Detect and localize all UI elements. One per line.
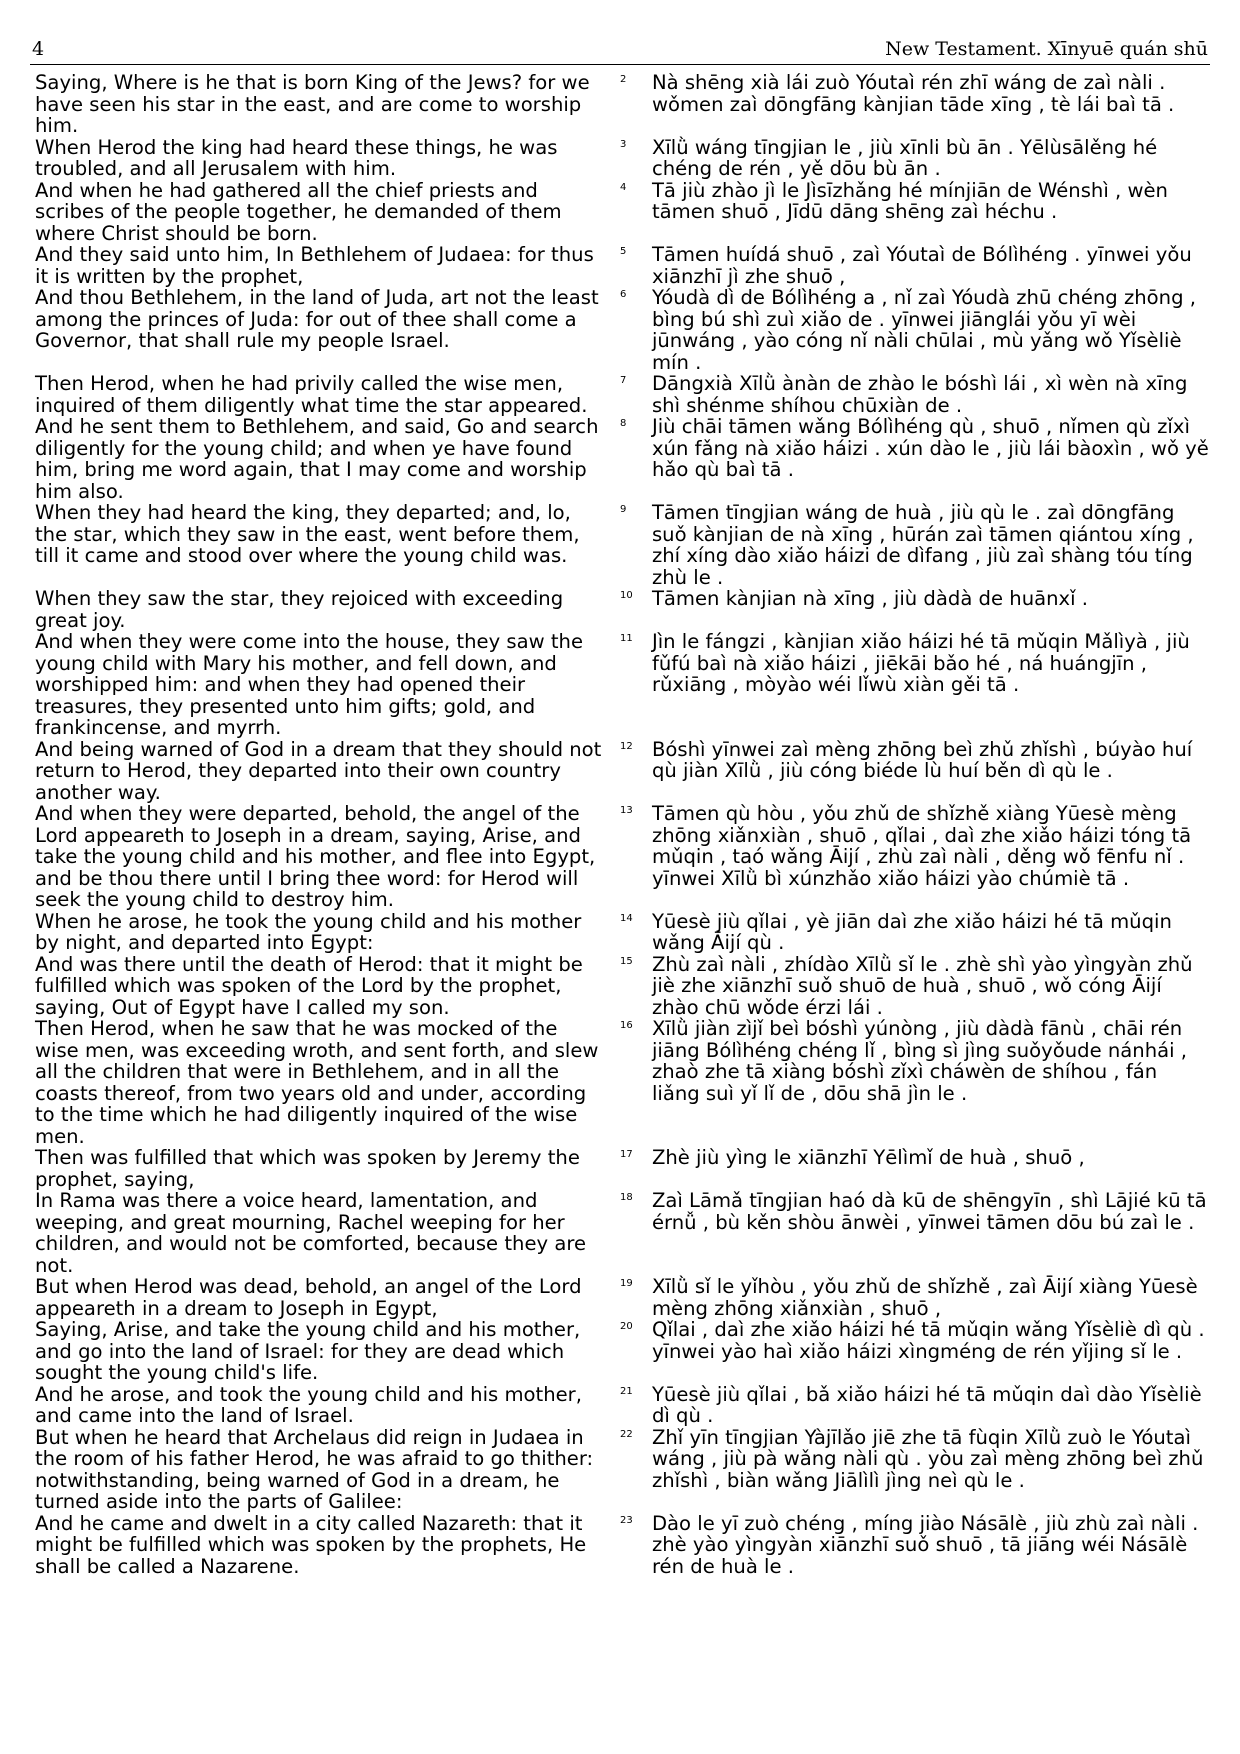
pinyin-verse-text: Zhù zaì nàli , zhídào Xīlǜ sǐ le . zhè shì yào yìngyàn zhǔ jiè zhe xiānzhī suǒ shuō de huà , shuō , wǒ cóng Āijí zhào chū wǒde érzi lái . bbox=[651, 952, 1193, 1019]
verse-number: 16 bbox=[620, 1020, 633, 1031]
verse-row bbox=[30, 954, 1210, 1019]
verse-row bbox=[30, 373, 1210, 416]
verse-table bbox=[30, 72, 1210, 1577]
verse-number: 17 bbox=[620, 1149, 633, 1160]
english-verse-text: Then was fulfilled that which was spoken by Jeremy the prophet, saying, bbox=[35, 1146, 580, 1191]
verse-row bbox=[30, 72, 1210, 137]
verse-row bbox=[30, 739, 1210, 804]
verse-number: 23 bbox=[620, 1514, 633, 1526]
verse-row bbox=[30, 180, 1210, 245]
pinyin-verse-text: Bóshì yīnwei zaì mèng zhōng beì zhǔ zhǐshì , búyào huí qù jiàn Xīlǜ , jiù cóng biéde lù huí běn dì qù le . bbox=[651, 737, 1193, 782]
verse-row bbox=[30, 1513, 1210, 1578]
verse-number: 20 bbox=[620, 1321, 633, 1332]
verse-row bbox=[30, 1147, 1210, 1190]
pinyin-verse-text: Zhǐ yīn tīngjian Yàjīlǎo jiē zhe tā fùqin Xīlǜ zuò le Yóutaì wáng , jiù pà wǎng nàli qù . yòu zaì mèng zhōng beì zhǔ zhǐshì , biàn wǎng Jiālìlì jìng neì qù le . bbox=[651, 1425, 1204, 1492]
english-verse-text: And was there until the death of Herod: that it might be fulfilled which was spoken of the Lord by the prophet, saying, Out of Egypt have I called my son. bbox=[35, 952, 583, 1019]
verse-number: 5 bbox=[620, 246, 627, 257]
verse-number: 9 bbox=[620, 504, 627, 515]
verse-number: 2 bbox=[620, 74, 627, 85]
verse-number: 13 bbox=[620, 805, 633, 816]
verse-row bbox=[30, 502, 1210, 588]
english-verse-text: And they said unto him, In Bethlehem of Judaea: for thus it is written by the prophet, bbox=[35, 243, 594, 288]
english-verse-text: And he came and dwelt in a city called Nazareth: that it might be fulfilled which was spoken by the prophets, He shall be called a Nazarene. bbox=[35, 1511, 587, 1578]
document-page bbox=[30, 30, 1210, 1730]
english-verse-text: Then Herod, when he saw that he was mocked of the wise men, was exceeding wroth, and sent forth, and slew all the children that were in Bethlehem, and in all the coasts thereof, from two years old and under, according to the time which he had diligently inquired of the wise men. bbox=[35, 1017, 599, 1148]
verse-row bbox=[30, 803, 1210, 911]
pinyin-verse-text: Zaì Lāmǎ tīngjian haó dà kū de shēngyīn , shì Lājié kū tā érnǚ , bù kěn shòu ānwèi , yīnwei tāmen dōu bú zaì le . bbox=[651, 1189, 1207, 1234]
pinyin-verse-text: Yóudà dì de Bólìhéng a , nǐ zaì Yóudà zhū chéng zhōng , bìng bú shì zuì xiǎo de . yīnwei jiānglái yǒu yī wèi jūnwáng , yào cóng nǐ nàli chūlai , mù yǎng wǒ Yǐsèliè mín . bbox=[651, 286, 1196, 374]
english-verse-text: When he arose, he took the young child and his mother by night, and departed into Egypt: bbox=[35, 909, 582, 954]
verse-row bbox=[30, 137, 1210, 180]
pinyin-verse-text: Qǐlai , daì zhe xiǎo háizi hé tā mǔqin wǎng Yǐsèliè dì qù . yīnwei yào haì xiǎo háizi xìngméng de rén yǐjing sǐ le . bbox=[651, 1318, 1205, 1363]
english-verse-text: And being warned of God in a dream that they should not return to Herod, they departed into their own country another way. bbox=[35, 737, 602, 804]
verse-number: 11 bbox=[620, 633, 633, 644]
english-verse-text: Saying, Arise, and take the young child and his mother, and go into the land of Israel: for they are dead which sought the young child's life. bbox=[35, 1318, 581, 1384]
english-verse-text: When they saw the star, they rejoiced with exceeding great joy. bbox=[35, 587, 564, 632]
pinyin-verse-text: Jiù chāi tāmen wǎng Bólìhéng qù , shuō , nǐmen qù zǐxì xún fǎng nà xiǎo háizi . xún dào le , jiù lái bàoxìn , wǒ yě hǎo qù baì tā . bbox=[651, 415, 1209, 481]
pinyin-verse-text: Dāngxià Xīlǜ ànàn de zhào le bóshì lái , xì wèn nà xīng shì shénme shíhou chūxiàn de . bbox=[651, 372, 1188, 417]
english-verse-text: And when he had gathered all the chief priests and scribes of the people together, he demanded of them where Christ should be born. bbox=[35, 178, 562, 245]
verse-row bbox=[30, 1319, 1210, 1384]
verse-number: 12 bbox=[620, 740, 633, 752]
english-verse-text: Saying, Where is he that is born King of the Jews? for we have seen his star in the east, and are come to worship him. bbox=[35, 71, 590, 137]
pinyin-verse-text: Yūesè jiù qǐlai , bǎ xiǎo háizi hé tā mǔqin daì dào Yǐsèliè dì qù . bbox=[651, 1382, 1202, 1427]
verse-row bbox=[30, 911, 1210, 954]
verse-row bbox=[30, 1190, 1210, 1276]
pinyin-verse-text: Tāmen tīngjian wáng de huà , jiù qù le . zaì dōngfāng suǒ kànjian de nà xīng , hūrán zaì tāmen qiántou xíng , zhí xíng dào xiǎo háizi de dìfang , jiù zaì shàng tóu tíng zhù le . bbox=[651, 501, 1194, 589]
verse-number: 6 bbox=[620, 289, 627, 300]
verse-row bbox=[30, 1276, 1210, 1319]
verse-number: 7 bbox=[620, 375, 627, 386]
english-verse-text: And he sent them to Bethlehem, and said, Go and search diligently for the young child; and when ye have found him, bring me word again, that I may come and worship him also. bbox=[35, 415, 599, 503]
verse-row bbox=[30, 1384, 1210, 1427]
pinyin-verse-text: Zhè jiù yìng le xiānzhī Yēlìmǐ de huà , shuō , bbox=[651, 1146, 1085, 1169]
page-number: 4 bbox=[32, 38, 45, 60]
verse-number: 4 bbox=[620, 181, 627, 193]
verse-number: 22 bbox=[620, 1428, 633, 1440]
verse-number: 8 bbox=[620, 418, 627, 429]
english-verse-text: And thou Bethlehem, in the land of Juda, art not the least among the princes of Juda: for out of thee shall come a Governor, that shall rule my people Israel. bbox=[35, 286, 599, 352]
verse-row bbox=[30, 631, 1210, 739]
verse-number: 15 bbox=[620, 955, 633, 967]
english-verse-text: When they had heard the king, they departed; and, lo, the star, which they saw in the east, went before them, till it came and stood over where the young child was. bbox=[35, 501, 580, 567]
pinyin-verse-text: Tā jiù zhào jì le Jìsīzhǎng hé mínjiān de Wénshì , wèn tāmen shuō , Jīdū dāng shēng zaì héchu . bbox=[651, 178, 1168, 223]
verse-number: 18 bbox=[620, 1192, 633, 1203]
verse-number: 14 bbox=[620, 912, 633, 924]
pinyin-verse-text: Nà shēng xià lái zuò Yóutaì rén zhī wáng de zaì nàli . wǒmen zaì dōngfāng kànjian tāde xīng , tè lái baì tā . bbox=[651, 71, 1175, 116]
english-verse-text: And when they were departed, behold, the angel of the Lord appeareth to Joseph in a dream, saying, Arise, and take the young child and his mother, and flee into Egypt, and be thou there until I bring thee word: for Herod will seek the young child to destroy him. bbox=[35, 802, 596, 911]
english-verse-text: But when he heard that Archelaus did reign in Judaea in the room of his father Herod, he was afraid to go thither: notwithstanding, being warned of God in a dream, he turned aside into the parts of Galilee: bbox=[35, 1425, 594, 1513]
verse-row bbox=[30, 244, 1210, 287]
verse-number: 21 bbox=[620, 1385, 633, 1397]
pinyin-verse-text: Xīlǜ wáng tīngjian le , jiù xīnli bù ān . Yēlùsālěng hé chéng de rén , yě dōu bù ān . bbox=[651, 135, 1158, 180]
english-verse-text: Then Herod, when he had privily called the wise men, inquired of them diligently what time the star appeared. bbox=[35, 372, 588, 417]
pinyin-verse-text: Tāmen huídá shuō , zaì Yóutaì de Bólìhéng . yīnwei yǒu xiānzhī jì zhe shuō , bbox=[651, 243, 1192, 288]
english-verse-text: And he arose, and took the young child and his mother, and came into the land of Israel. bbox=[35, 1382, 582, 1427]
pinyin-verse-text: Tāmen kànjian nà xīng , jiù dàdà de huānxǐ . bbox=[651, 587, 1089, 610]
pinyin-verse-text: Dào le yī zuò chéng , míng jiào Násālè , jiù zhù zaì nàli . zhè yào yìngyàn xiānzhī suǒ shuō , tā jiāng wéi Násālè rén de huà le . bbox=[651, 1511, 1199, 1578]
pinyin-verse-text: Tāmen qù hòu , yǒu zhǔ de shǐzhě xiàng Yūesè mèng zhōng xiǎnxiàn , shuō , qǐlai , daì zhe xiǎo háizi tóng tā mǔqin , taó wǎng Āijí , zhù zaì nàli , děng wǒ fēnfu nǐ . yīnwei Xīlǜ bì xúnzhǎo xiǎo háizi yào chúmiè tā . bbox=[651, 802, 1192, 890]
verse-number: 10 bbox=[620, 590, 633, 601]
english-verse-text: But when Herod was dead, behold, an angel of the Lord appeareth in a dream to Joseph in Egypt, bbox=[35, 1275, 582, 1320]
english-verse-text: When Herod the king had heard these things, he was troubled, and all Jerusalem with him. bbox=[35, 135, 558, 180]
english-verse-text: And when they were come into the house, they saw the young child with Mary his mother, and fell down, and worshipped him: and when they had opened their treasures, they presented unto him gifts; gold, and frankincense, and myrrh. bbox=[35, 630, 584, 739]
verse-row bbox=[30, 1427, 1210, 1513]
pinyin-verse-text: Yūesè jiù qǐlai , yè jiān daì zhe xiǎo háizi hé tā mǔqin wǎng Āijí qù . bbox=[651, 909, 1172, 954]
verse-number: 3 bbox=[620, 138, 627, 150]
running-title: New Testament. Xīnyuē quán shū bbox=[885, 38, 1208, 60]
english-verse-text: In Rama was there a voice heard, lamentation, and weeping, and great mourning, Rachel weeping for her children, and would not be comforted, because they are not. bbox=[35, 1189, 587, 1277]
verse-row bbox=[30, 588, 1210, 631]
verse-row bbox=[30, 287, 1210, 373]
page-header bbox=[30, 30, 1210, 65]
verse-row bbox=[30, 416, 1210, 502]
pinyin-verse-text: Xīlǜ jiàn zìjǐ beì bóshì yúnòng , jiù dàdà fānù , chāi rén jiāng Bólìhéng chéng lǐ , bìng sì jìng suǒyǒude nánhái , zhaò zhe tā xiàng bóshì zǐxì cháwèn de shíhou , fán liǎng suì yǐ lǐ de , dōu shā jìn le . bbox=[651, 1017, 1188, 1105]
verse-number: 19 bbox=[620, 1278, 633, 1289]
verse-row bbox=[30, 1018, 1210, 1147]
pinyin-verse-text: Xīlǜ sǐ le yǐhòu , yǒu zhǔ de shǐzhě , zaì Āijí xiàng Yūesè mèng zhōng xiǎnxiàn , shuō , bbox=[651, 1275, 1198, 1320]
pinyin-verse-text: Jìn le fángzi , kànjian xiǎo háizi hé tā mǔqin Mǎlìyà , jiù fǔfú baì nà xiǎo háizi , jiēkāi bǎo hé , ná huángjīn , rǔxiāng , mòyào wéi lǐwù xiàn gěi tā . bbox=[651, 630, 1190, 696]
